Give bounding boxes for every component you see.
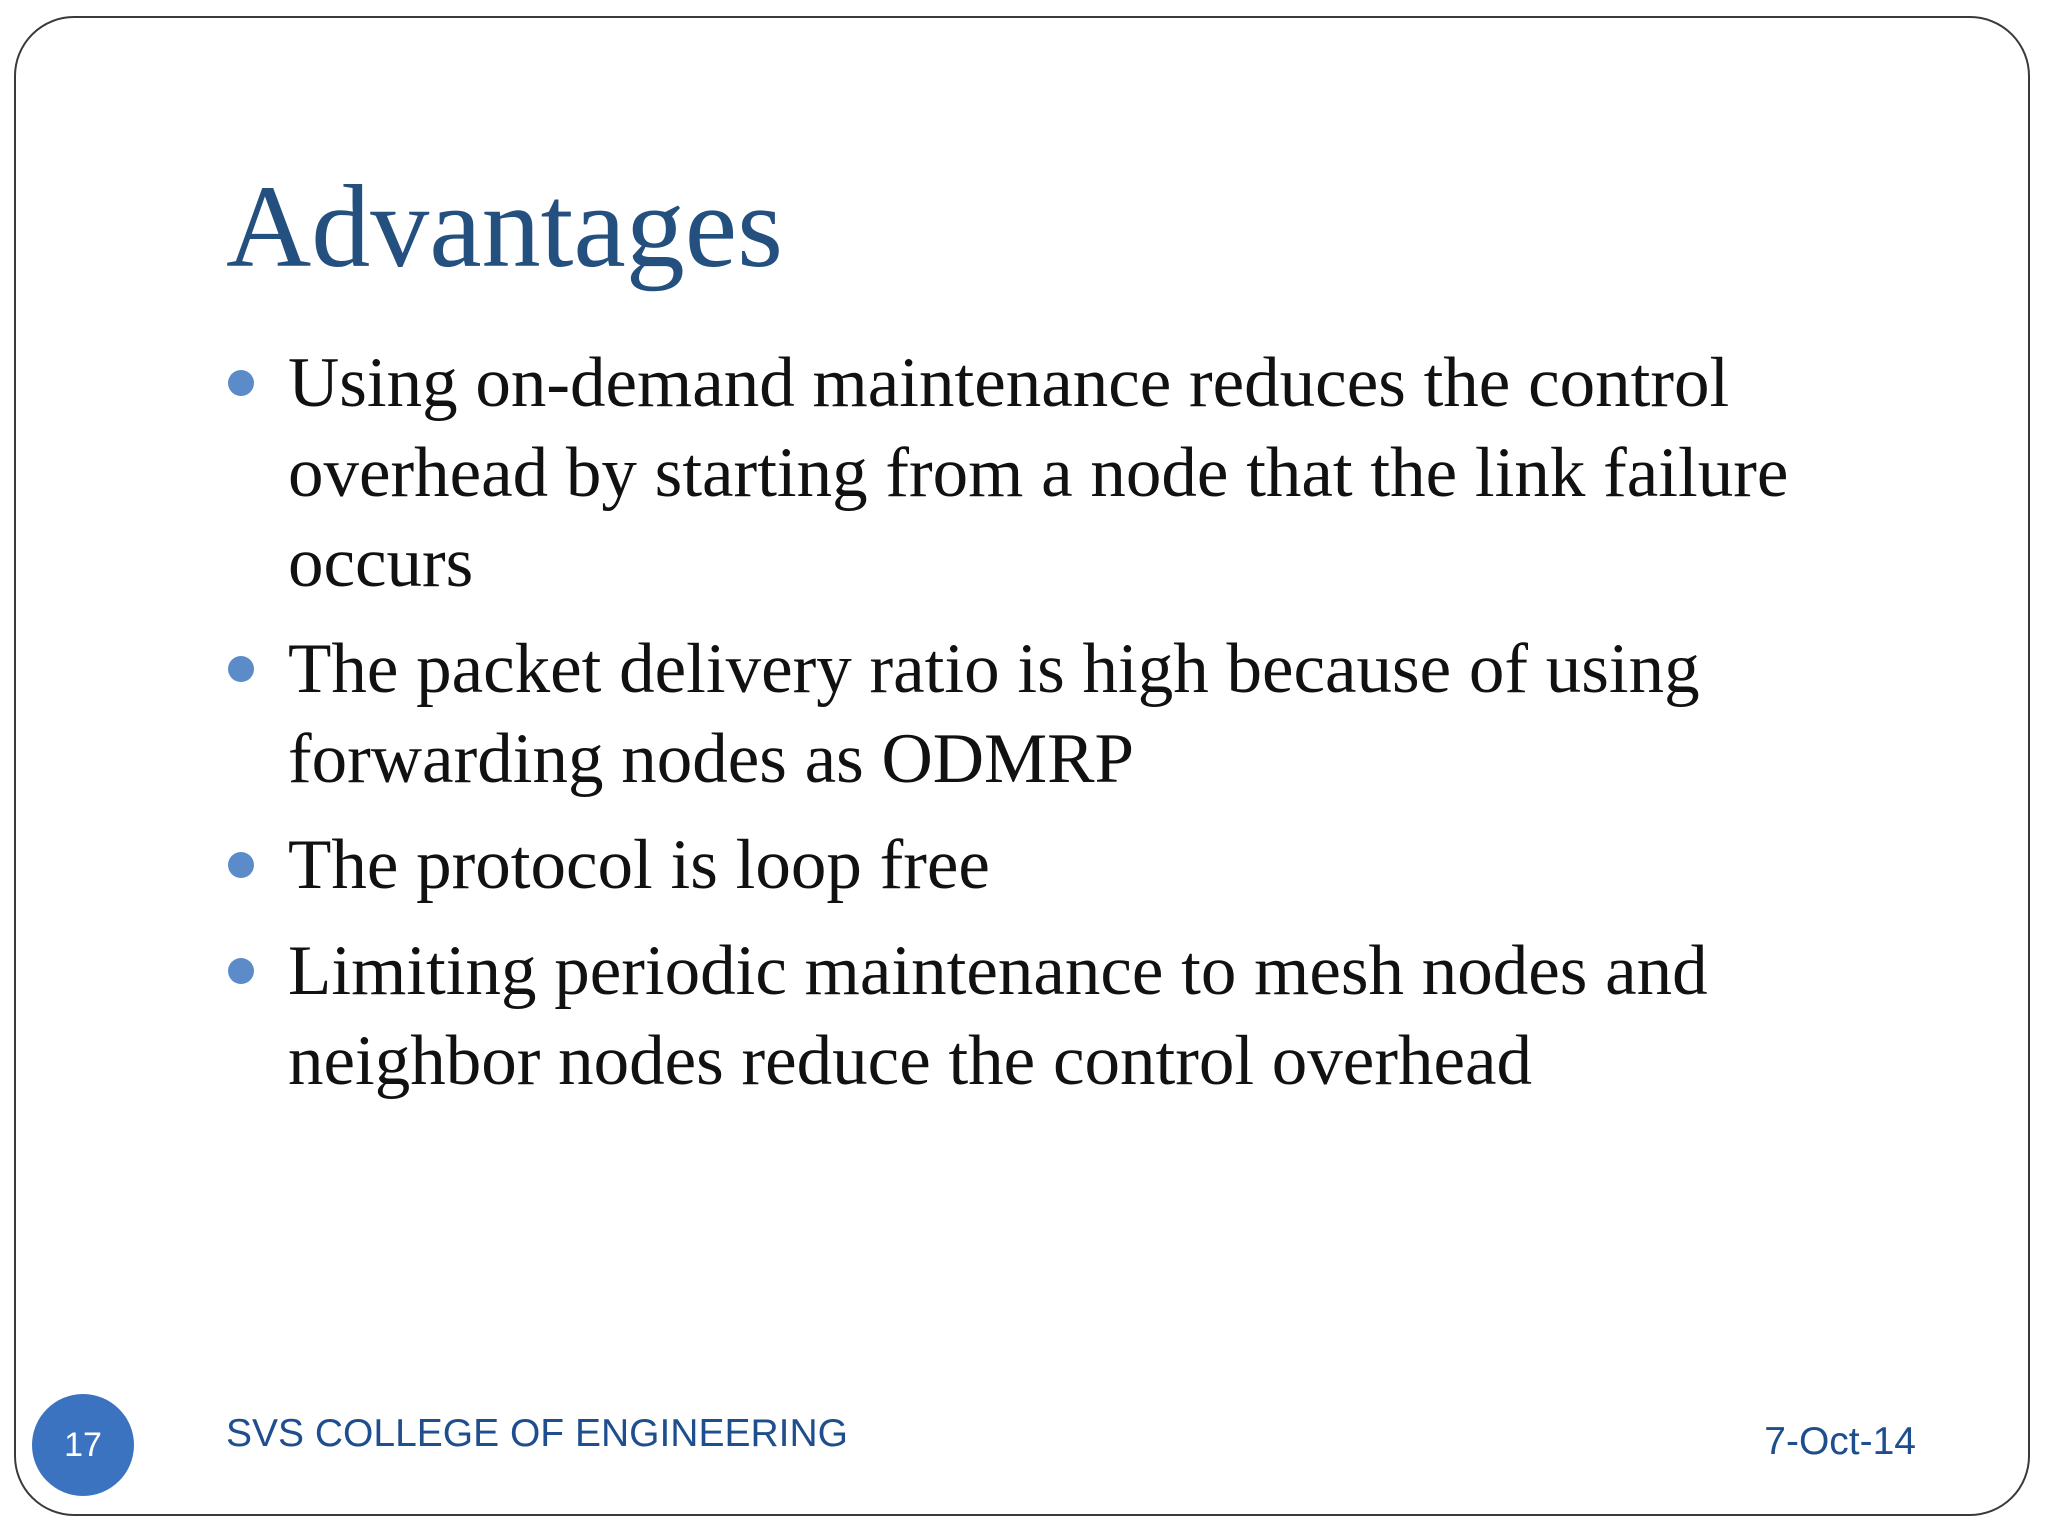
- footer-date: 7-Oct-14: [1764, 1420, 1916, 1463]
- bullet-item: [226, 624, 1906, 804]
- slide-title: Advantages: [226, 161, 784, 292]
- bullet-dot-icon: [228, 852, 254, 878]
- slide-number-badge: 17: [32, 1394, 134, 1496]
- bullet-text: Limiting periodic maintenance to mesh nodes and neighbor nodes reduce the control overhead: [288, 932, 1708, 1100]
- bullet-dot-icon: [228, 370, 254, 396]
- bullet-dot-icon: [228, 656, 254, 682]
- footer-organization: SVS COLLEGE OF ENGINEERING: [226, 1412, 848, 1455]
- bullet-text: The protocol is loop free: [288, 826, 990, 904]
- bullet-item: [226, 338, 1906, 608]
- bullet-list: [226, 338, 1906, 1122]
- bullet-item: [226, 820, 1906, 910]
- bullet-item: [226, 926, 1906, 1106]
- bullet-text: The packet delivery ratio is high because of using forwarding nodes as ODMRP: [288, 630, 1700, 798]
- bullet-text: Using on-demand maintenance reduces the control overhead by starting from a node that the link failure occurs: [288, 344, 1789, 602]
- bullet-dot-icon: [228, 958, 254, 984]
